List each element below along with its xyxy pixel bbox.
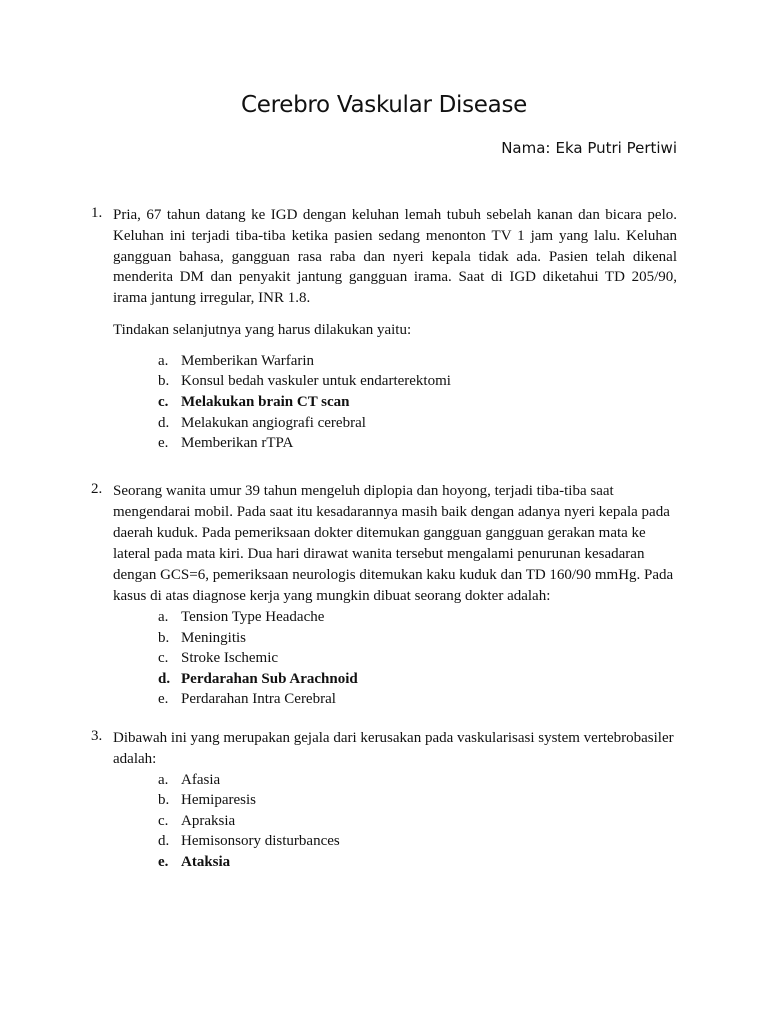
question-prompt: Tindakan selanjutnya yang harus dilakukan yaitu: <box>113 321 412 338</box>
option-a <box>91 770 677 791</box>
question-number: 2. <box>91 481 103 497</box>
document-title: Cerebro Vaskular Disease <box>241 92 527 118</box>
option-letter: a. <box>158 609 169 625</box>
option-a <box>91 351 677 372</box>
option-letter: e. <box>158 435 169 452</box>
option-letter: e. <box>158 853 169 870</box>
option-letter: b. <box>158 629 170 646</box>
option-text: Memberikan rTPA <box>181 435 294 452</box>
option-letter: a. <box>158 352 169 369</box>
option-text: Perdarahan Intra Cerebral <box>181 691 336 708</box>
question-number: 3. <box>91 728 103 744</box>
question-text: Seorang wanita umur 39 tahun mengeluh diplopia dan hoyong, terjadi tiba-tiba saat mengendarai mobil. Pada saat itu kesadarannya masih baik dengan adanya nyeri kepala pada daerah kuduk. Pada pemeriksaan dokter ditemukan gangguan gangguan gerakan mata ke lateral pada mata kiri. Dua hari dirawat wanita tersebut mengalami penurunan kesadaran dengan GCS=6, pemeriksaan neurologis ditemukan kaku kuduk dan TD 160/90 mmHg. Pada kasus di atas diagnose kerja yang mungkin dibuat seorang dokter adalah: <box>113 483 674 604</box>
option-text: Hemisonsory disturbances <box>181 833 340 850</box>
option-text: Tension Type Headache <box>181 609 325 625</box>
option-d <box>91 413 677 434</box>
author-label: Nama: <box>501 139 551 157</box>
option-letter: b. <box>158 373 170 390</box>
option-letter: a. <box>158 771 169 788</box>
option-e-answer <box>91 852 677 873</box>
option-c <box>91 648 677 669</box>
option-text: Perdarahan Sub Arachnoid <box>181 670 358 687</box>
option-text: Hemiparesis <box>181 792 256 809</box>
author-line <box>501 139 677 157</box>
option-b <box>91 628 677 649</box>
question-2 <box>91 481 677 710</box>
question-text: Pria, 67 tahun datang ke IGD dengan keluhan lemah tubuh sebelah kanan dan bicara pelo. Keluhan ini terjadi tiba-tiba ketika pasien sedang menonton TV 1 jam yang lalu. Keluhan gangguan bahasa, gangguan rasa raba dan nyeri kepala tidak ada. Pasien telah dikenal menderita DM dan penyakit jantung gangguan irama. Saat di IGD diketahui TD 205/90, irama jantung irregular, INR 1.8. <box>113 207 677 307</box>
option-letter: d. <box>158 833 170 850</box>
option-e <box>91 433 677 454</box>
question-3 <box>91 728 677 873</box>
question-text: Dibawah ini yang merupakan gejala dari kerusakan pada vaskularisasi system vertebrobasiler adalah: <box>113 730 674 767</box>
author-name: Eka Putri Pertiwi <box>555 139 677 157</box>
option-c-answer <box>91 392 677 413</box>
option-text: Meningitis <box>181 629 247 646</box>
option-b <box>91 371 677 392</box>
option-text: Stroke Ischemic <box>181 650 279 667</box>
option-text: Konsul bedah vaskuler untuk endarterektomi <box>181 373 451 390</box>
option-text: Ataksia <box>181 853 231 870</box>
option-b <box>91 790 677 811</box>
question-number: 1. <box>91 205 103 221</box>
option-text: Memberikan Warfarin <box>181 352 315 369</box>
option-letter: c. <box>158 812 169 829</box>
option-text: Apraksia <box>181 812 236 829</box>
options-list <box>91 351 677 454</box>
option-text: Melakukan brain CT scan <box>181 393 350 410</box>
option-letter: d. <box>158 670 171 687</box>
option-letter: c. <box>158 393 169 410</box>
option-letter: d. <box>158 414 170 431</box>
option-c <box>91 811 677 832</box>
options-list <box>91 770 677 873</box>
option-text: Afasia <box>181 771 221 788</box>
option-letter: b. <box>158 792 170 809</box>
question-1 <box>91 205 677 454</box>
option-a <box>91 607 677 628</box>
options-list <box>91 607 677 710</box>
option-d-answer <box>91 669 677 690</box>
option-d <box>91 831 677 852</box>
option-letter: e. <box>158 691 169 708</box>
option-e <box>91 689 677 710</box>
option-text: Melakukan angiografi cerebral <box>181 414 366 431</box>
option-letter: c. <box>158 650 169 667</box>
